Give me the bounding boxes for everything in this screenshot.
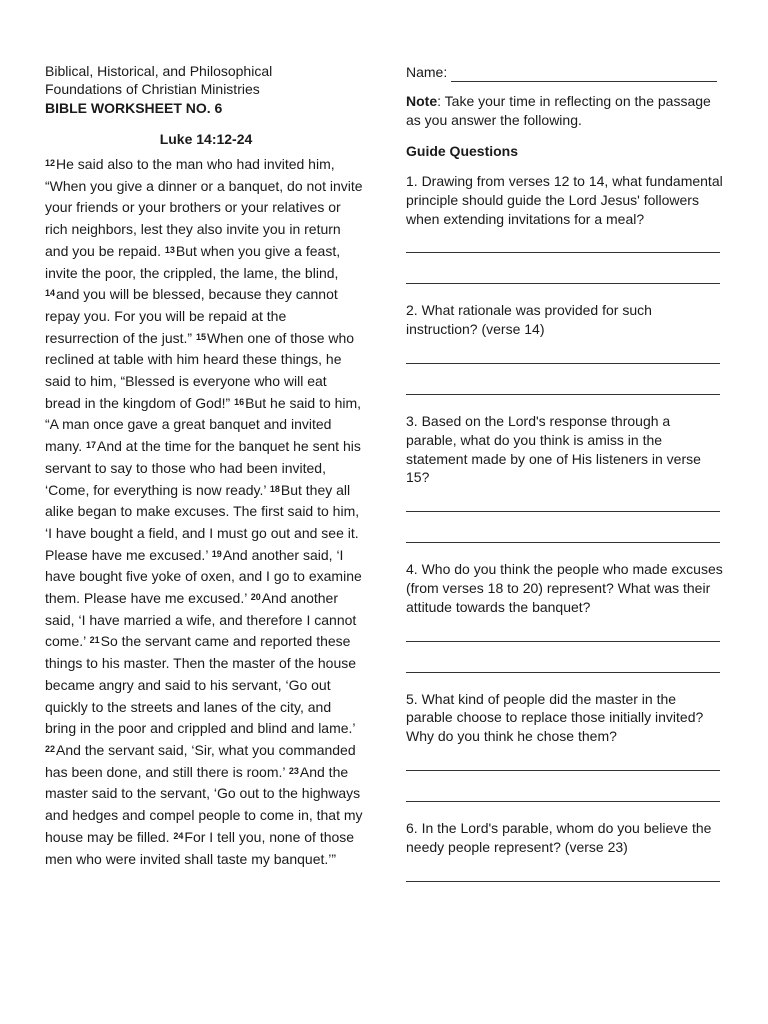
answer-line[interactable]	[406, 641, 720, 642]
question-block	[406, 819, 724, 882]
verse-text: And the servant said, ‘Sir, what you commanded has been done, and still there is room.’	[45, 741, 356, 780]
verse-text: And another said, ‘I have bought five yoke of oxen, and I go to examine them. Please have me excused.’	[45, 546, 362, 607]
verse-number: 13	[164, 244, 175, 255]
question-text: 1. Drawing from verses 12 to 14, what fundamental principle should guide the Lord Jesus' followers when extending invitations for a meal?	[406, 173, 723, 227]
answer-line[interactable]	[406, 363, 720, 364]
question-text: 2. What rationale was provided for such instruction? (verse 14)	[406, 302, 652, 338]
answer-line[interactable]	[406, 394, 720, 395]
course-title-line2: Foundations of Christian Ministries	[45, 81, 260, 97]
verse-number: 15	[195, 331, 206, 342]
verse-text: But when you give a feast, invite the poor, the crippled, the lame, the blind,	[45, 242, 341, 281]
verse-text: And the master said to the servant, ‘Go out to the highways and hedges and compel people to come in, that my house may be filled.	[45, 763, 363, 845]
verse-text: He said also to the man who had invited him, “When you give a dinner or a banquet, do not invite your friends or your brothers or your relatives or rich neighbors, lest they also invite you in return and you be repaid.	[45, 156, 363, 259]
worksheet-title: BIBLE WORKSHEET NO. 6	[45, 100, 223, 116]
question-text: 5. What kind of people did the master in the parable choose to replace those initially invited? Why do you think he chose them?	[406, 690, 704, 745]
passage-column	[45, 62, 363, 870]
verse-text: So the servant came and reported these things to his master. Then the master of the house became angry and said to his servant, ‘Go out quickly to the streets and lanes of the city, and bring in the poor and crippled and blind and lame.’	[45, 633, 357, 737]
verse-text: But they all alike began to make excuses. The first said to him, ‘I have bought a field, and I must go out and see it. Please have me excused.’	[45, 481, 360, 563]
passage-reference: Luke 14:12-24	[159, 131, 253, 147]
name-label: Name:	[406, 64, 448, 80]
answer-line[interactable]	[406, 511, 720, 512]
name-field[interactable]	[451, 67, 717, 82]
answer-line[interactable]	[406, 542, 720, 543]
answer-line[interactable]	[406, 770, 720, 771]
verse-number: 23	[288, 765, 299, 776]
answer-line[interactable]	[406, 801, 720, 802]
verse-number: 14	[45, 288, 56, 299]
course-title-line1: Biblical, Historical, and Philosophical	[45, 63, 273, 79]
answer-line[interactable]	[406, 252, 720, 253]
verse-text: For I tell you, none of those men who were invited shall taste my banquet.’”	[45, 828, 355, 867]
verse-text: But he said to him, “A man once gave a great banquet and invited many.	[45, 394, 362, 455]
question-text: 4. Who do you think the people who made excuses (from verses 18 to 20) represent? What was their attitude towards the banquet?	[406, 561, 723, 615]
answer-line[interactable]	[406, 283, 720, 284]
verse-text: And another said, ‘I have married a wife, and therefore I cannot come.’	[45, 590, 357, 650]
verse-number: 22	[45, 743, 56, 754]
verse-number: 20	[250, 592, 261, 603]
name-row	[406, 62, 724, 82]
verse-text: When one of those who reclined at table with him heard these things, he said to him, “Blessed is everyone who will eat bread in the kingdom of God!”	[45, 329, 355, 411]
question-block	[406, 172, 724, 284]
verse-number: 24	[173, 830, 184, 841]
guide-questions-title: Guide Questions	[406, 143, 519, 159]
verse-text: And at the time for the banquet he sent his servant to say to those who had been invited, ‘Come, for everything is now ready.’	[45, 438, 361, 498]
questions-column	[406, 62, 724, 882]
verse-number: 16	[234, 396, 245, 407]
verse-number: 18	[269, 483, 280, 494]
passage-text	[45, 154, 363, 870]
note	[406, 92, 724, 130]
question-list	[406, 172, 724, 882]
verse-text: and you will be blessed, because they cannot repay you. For you will be repaid at the resurrection of the just.”	[45, 286, 338, 346]
answer-line[interactable]	[406, 881, 720, 882]
question-text: 6. In the Lord's parable, whom do you believe the needy people represent? (verse 23)	[406, 819, 712, 855]
question-block	[406, 690, 724, 802]
question-block	[406, 301, 724, 395]
verse-number: 21	[89, 635, 100, 646]
answer-line[interactable]	[406, 672, 720, 673]
question-block	[406, 412, 724, 543]
verse-number: 17	[85, 440, 96, 451]
note-text: : Take your time in reflecting on the passage as you answer the following.	[406, 93, 711, 128]
question-block	[406, 560, 724, 672]
verse-number: 12	[45, 158, 56, 168]
note-label: Note	[406, 93, 438, 109]
verse-number: 19	[211, 548, 222, 559]
question-text: 3. Based on the Lord's response through a parable, what do you think is amiss in the statement made by one of His listeners in verse 15?	[406, 412, 701, 486]
